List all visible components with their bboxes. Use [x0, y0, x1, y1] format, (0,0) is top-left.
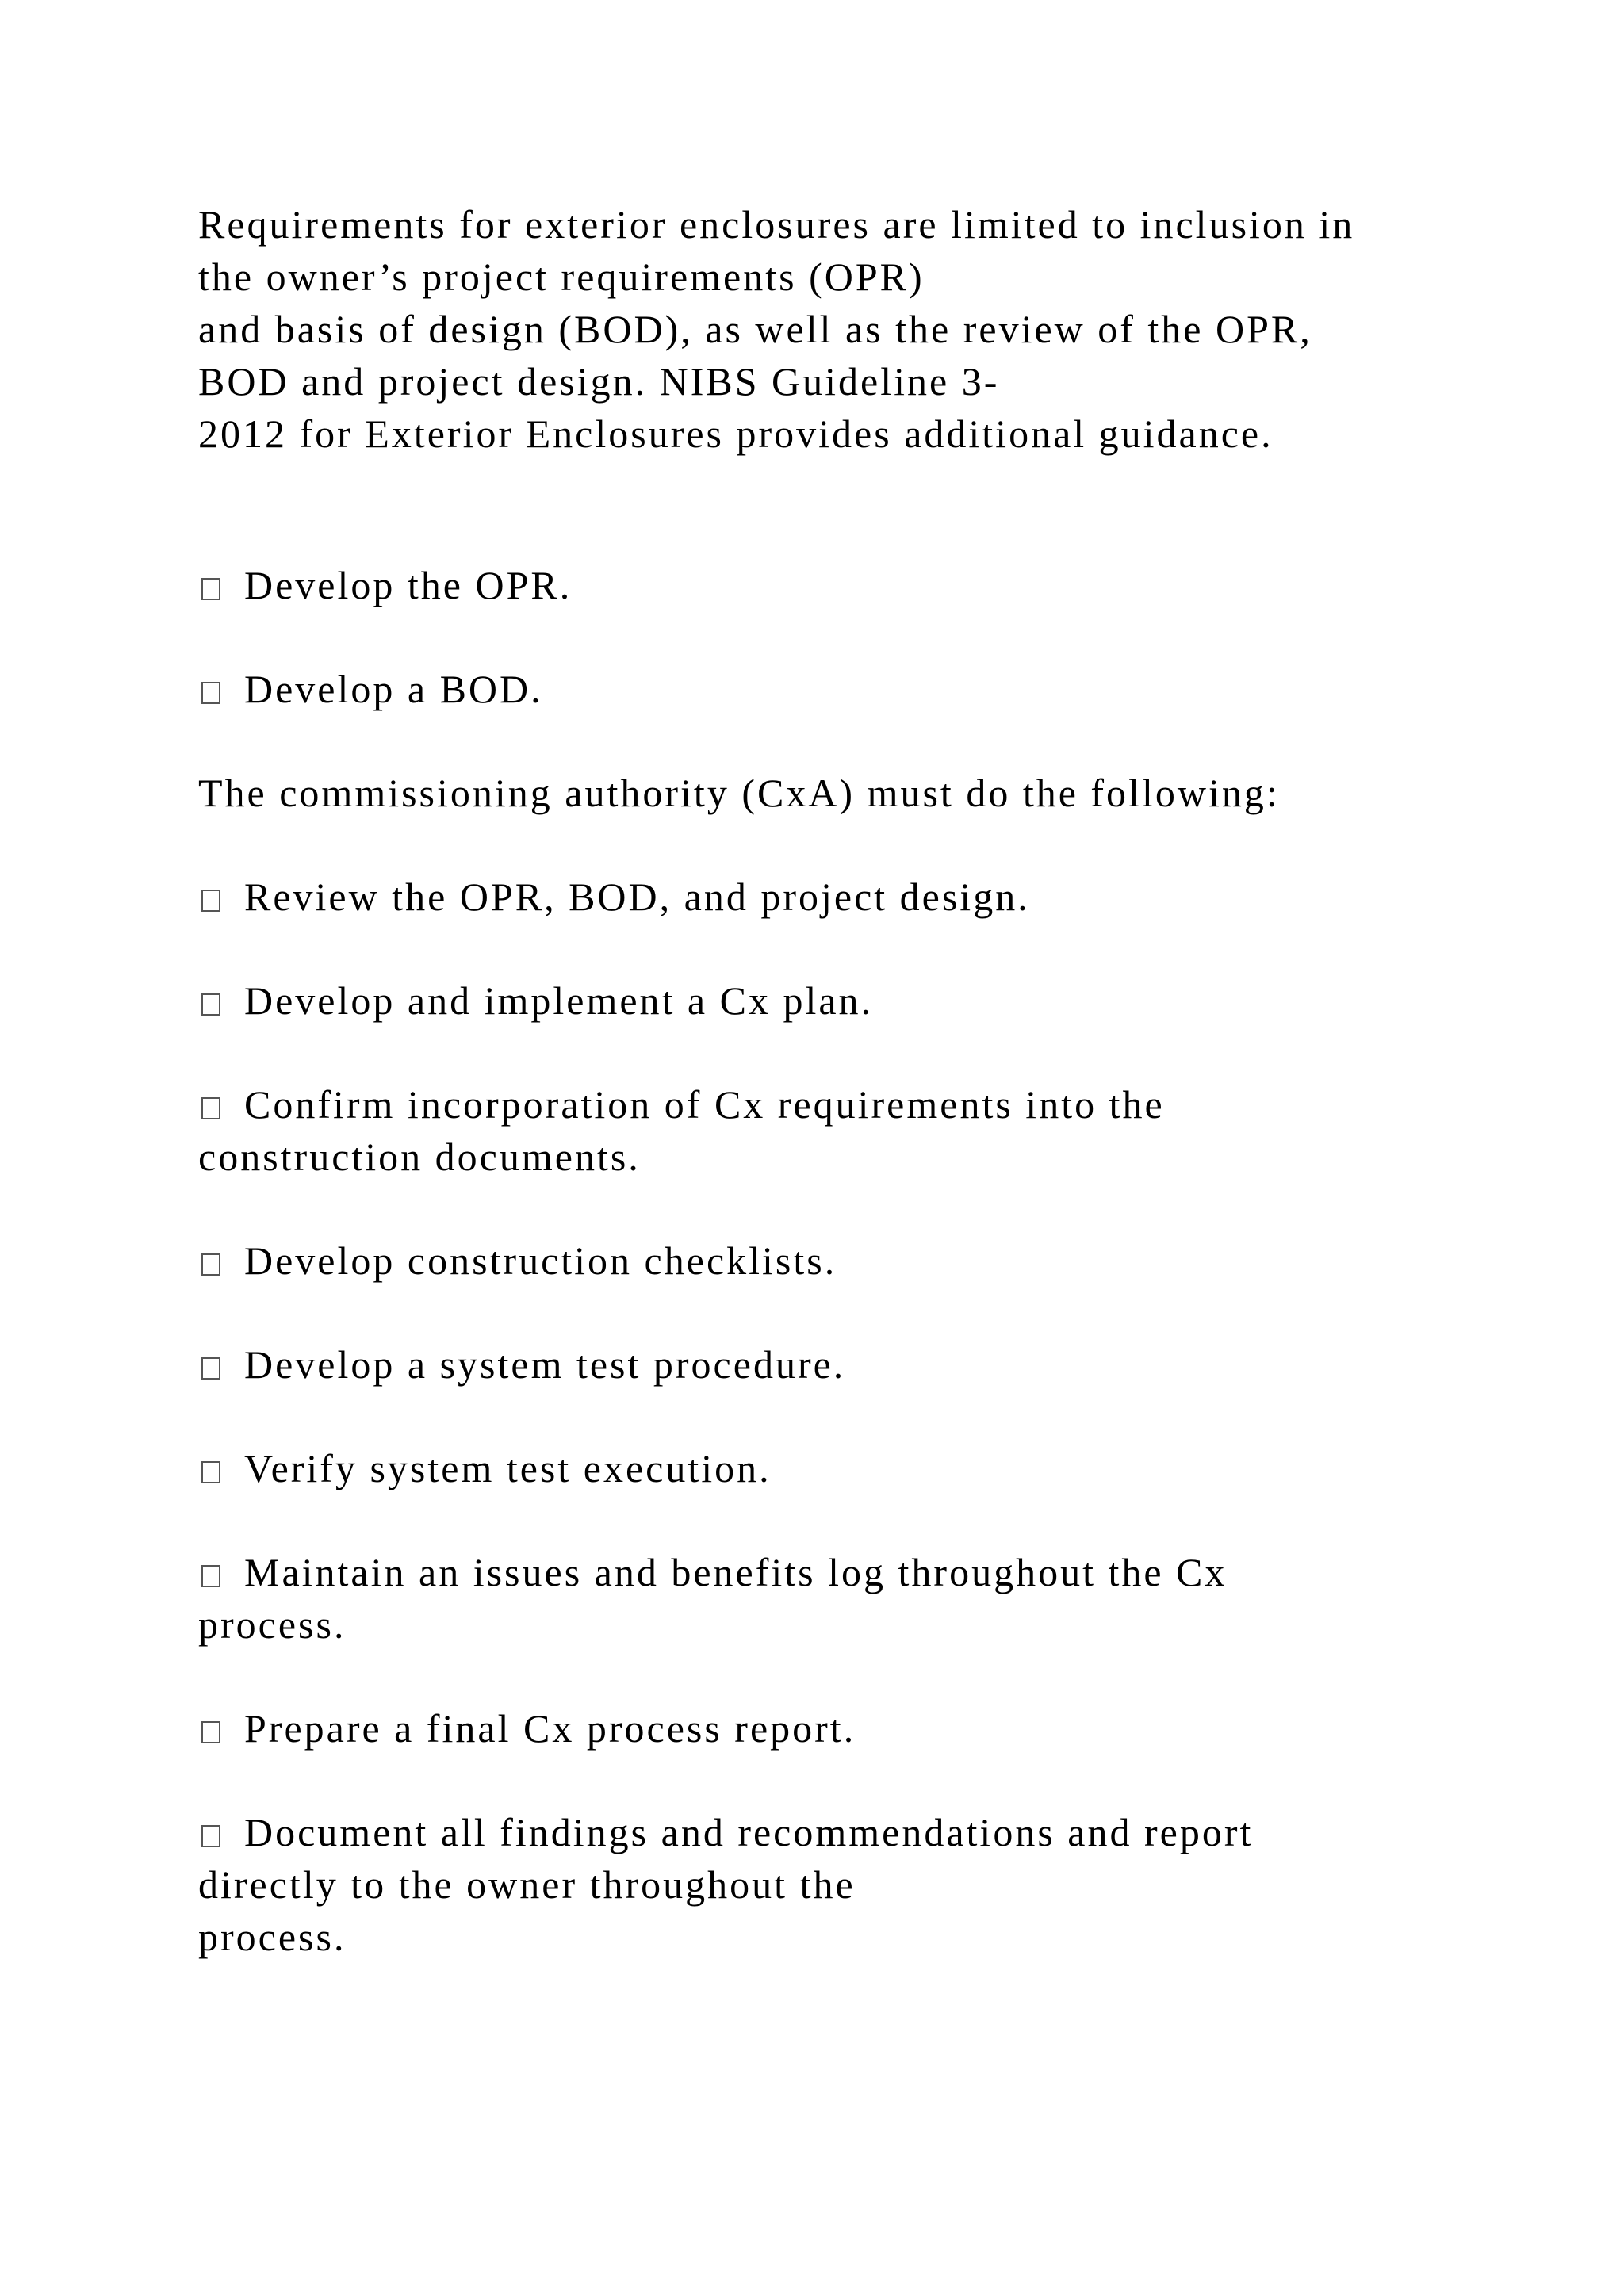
list-item-text: Develop a BOD. [244, 667, 543, 711]
intro-line: Requirements for exterior enclosures are limited to inclusion in [198, 202, 1355, 247]
list-item-continuation: process. [198, 1915, 347, 1959]
list-item [198, 1234, 837, 1287]
list-item-text: Develop a system test procedure. [244, 1342, 846, 1387]
missing-glyph-box-icon [201, 1097, 220, 1119]
list-item-text: Document all findings and recommendations and report [244, 1810, 1254, 1854]
list-item-text: Prepare a final Cx process report. [244, 1706, 856, 1751]
intro-line: 2012 for Exterior Enclosures provides additional guidance. [198, 411, 1274, 456]
list-item-continuation: process. [198, 1602, 347, 1647]
intro-line: the owner’s project requirements (OPR) [198, 254, 925, 299]
list-item-text: Develop construction checklists. [244, 1238, 837, 1283]
missing-glyph-box-icon [201, 578, 220, 600]
list-item [198, 1078, 1165, 1131]
list-item [198, 1806, 1253, 1858]
list-item [198, 974, 873, 1027]
missing-glyph-box-icon [201, 1825, 220, 1847]
list-item-continuation: construction documents. [198, 1135, 641, 1179]
list-item-text: Develop the OPR. [244, 563, 573, 607]
cxa-heading: The commissioning authority (CxA) must do the following: [198, 771, 1280, 815]
list-item [198, 663, 543, 715]
list-item [198, 1546, 1227, 1598]
list-item-continuation: directly to the owner throughout the [198, 1862, 856, 1907]
missing-glyph-box-icon [201, 1565, 220, 1587]
missing-glyph-box-icon [201, 1357, 220, 1380]
missing-glyph-box-icon [201, 890, 220, 912]
list-item [198, 1702, 856, 1755]
missing-glyph-box-icon [201, 1461, 220, 1483]
missing-glyph-box-icon [201, 682, 220, 704]
list-item-text: Verify system test execution. [244, 1446, 772, 1490]
list-item [198, 1442, 772, 1494]
list-item-text: Develop and implement a Cx plan. [244, 978, 874, 1023]
list-item [198, 559, 572, 611]
missing-glyph-box-icon [201, 993, 220, 1016]
list-item-text: Maintain an issues and benefits log throughout the Cx [244, 1550, 1228, 1594]
intro-line: BOD and project design. NIBS Guideline 3- [198, 359, 1000, 404]
intro-line: and basis of design (BOD), as well as the review of the OPR, [198, 307, 1312, 351]
missing-glyph-box-icon [201, 1721, 220, 1743]
list-item [198, 871, 1030, 923]
missing-glyph-box-icon [201, 1253, 220, 1276]
list-item [198, 1338, 845, 1391]
list-item-text: Confirm incorporation of Cx requirements into the [244, 1082, 1165, 1127]
list-item-text: Review the OPR, BOD, and project design. [244, 874, 1030, 919]
